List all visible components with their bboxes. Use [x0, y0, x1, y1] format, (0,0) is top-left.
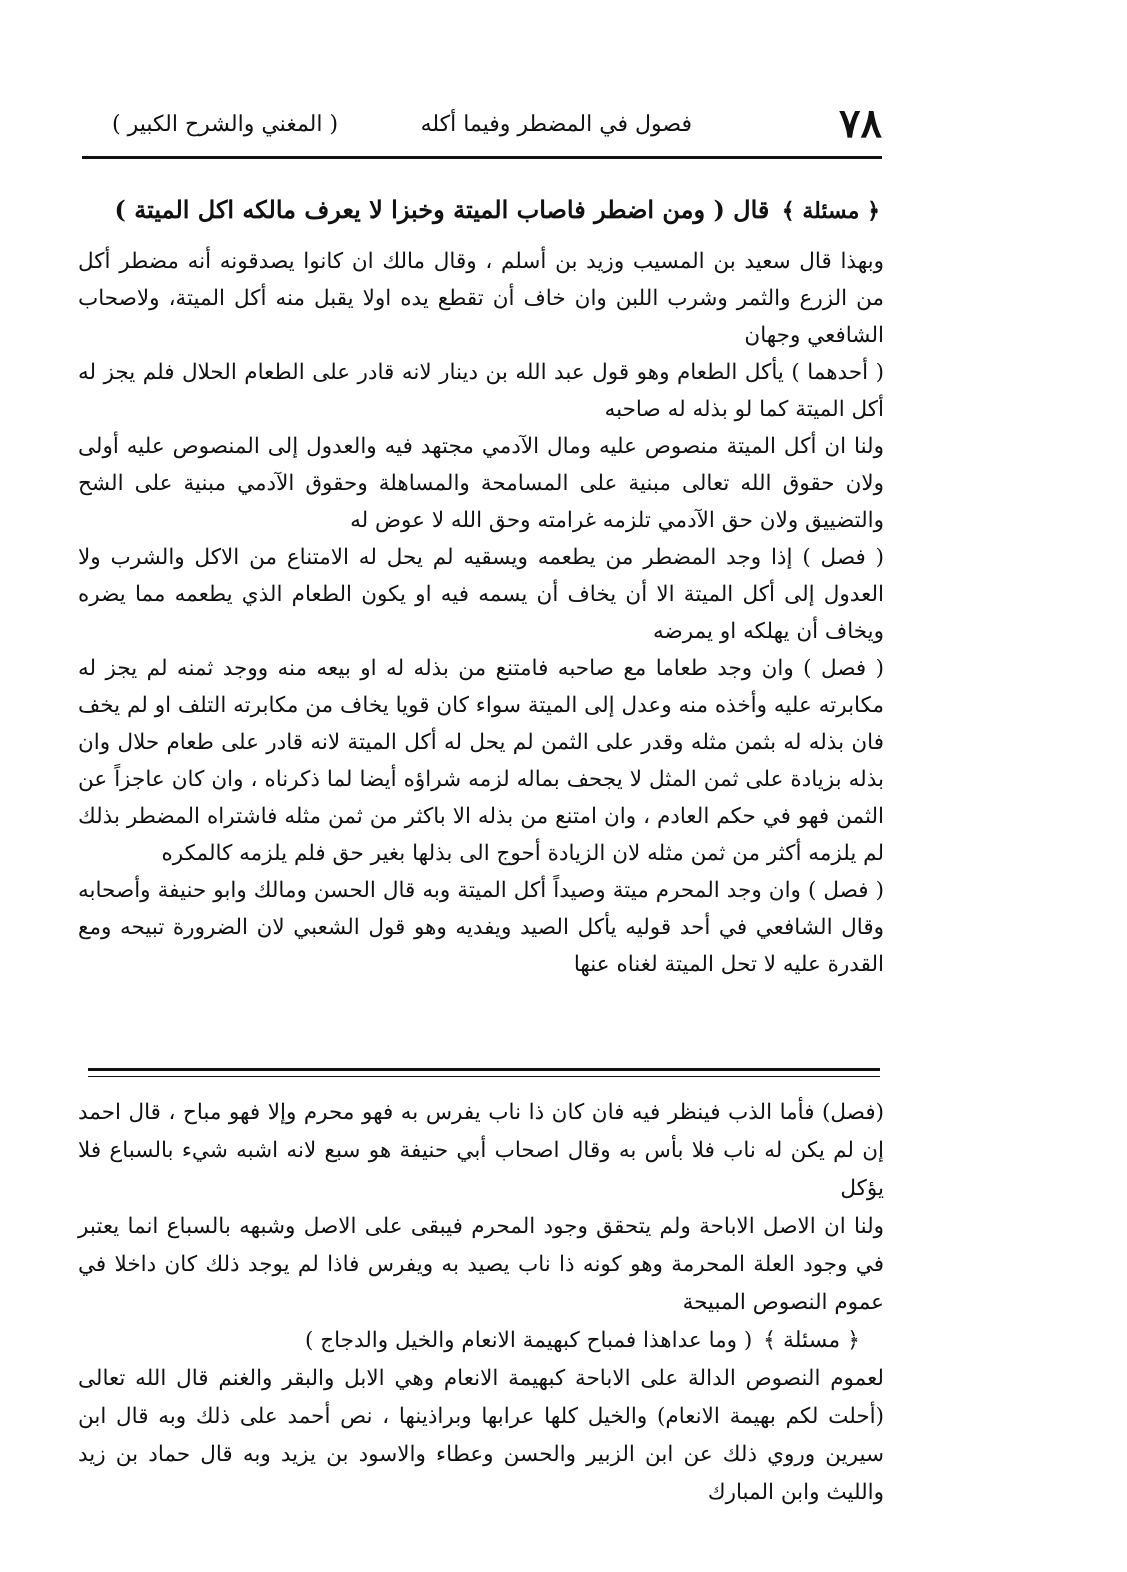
masala-label: ﴿ مسئلة ﴾ — [763, 1328, 860, 1353]
masala-heading — [78, 1322, 884, 1360]
mughni-section — [78, 1094, 884, 1512]
paragraph: ولنا ان أكل الميتة منصوص عليه ومال الآدمي مجتهد فيه والعدول إلى المنصوص عليه أولى ولان حقوق الله تعالى مبنية على المسامحة والمساهلة وحقوق الآدمي مبنية على الشح والتضييق ولان حق الآدمي تلزمه غرامته وحق الله لا عوض له — [78, 434, 884, 533]
paragraph: وبهذا قال سعيد بن المسيب وزيد بن أسلم ، وقال مالك ان كانوا يصدقونه أنه مضطر أكل من الزرع والثمر وشرب اللبن وان خاف أن تقطع يده اولا يقبل منه أكل الميتة، ولاصحاب الشافعي وجهان — [78, 249, 884, 348]
masala-heading — [78, 188, 884, 233]
masala-label: ﴿ مسئلة ﴾ — [781, 198, 880, 224]
paragraph: ( أحدهما ) يأكل الطعام وهو قول عبد الله بن دينار لانه قادر على الطعام الحلال فلم يجز له أكل الميتة كما لو بذله له صاحبه — [78, 360, 884, 422]
paragraph: ( فصل ) وان وجد المحرم ميتة وصيداً أكل الميتة وبه قال الحسن ومالك وابو حنيفة وأصحابه وقال الشافعي في أحد قوليه يأكل الصيد ويفديه وهو قول الشعبي لان الضرورة تبيحه ومع القدرة عليه لا تحل الميتة لغناه عنها — [78, 878, 884, 977]
sharh-section — [78, 188, 884, 983]
paragraph: ( فصل ) إذا وجد المضطر من يطعمه ويسقيه لم يحل له الامتناع من الاكل والشرب ولا العدول إلى أكل الميتة الا أن يخاف أن يسمه فيه او يكون الطعام الذي يطعمه مما يضره ويخاف أن يهلكه او يمرضه — [78, 545, 884, 644]
paragraph: ولنا ان الاصل الاباحة ولم يتحقق وجود المحرم فيبقى على الاصل وشبهه بالسباع انما يعتبر في وجود العلة المحرمة وهو كونه ذا ناب يصيد به ويفرس فاذا لم يوجد ذلك كان داخلا في عموم النصوص المبيحة — [78, 1214, 884, 1315]
paragraph: ( فصل ) وان وجد طعاما مع صاحبه فامتنع من بذله له او بيعه منه ووجد ثمنه لم يجز له مكابرته عليه وأخذه منه وعدل إلى الميتة سواء كان قويا يخاف من مكابرته التلف او لم يخف فان بذله له بثمن مثله وقدر على الثمن لم يحل له أكل الميتة لانه قادر على طعام حلال وان بذله بزيادة على ثمن المثل لا يجحف بماله لزمه شراؤه أيضا لما ذكرناه ، وان كان عاجزاً عن الثمن فهو في حكم العادم ، وان امتنع من بذله الا باكثر من ثمن مثله فاشتراه المضطر بذلك لم يلزمه أكثر من ثمن مثله لان الزيادة أحوج الى بذلها بغير حق فلم يلزمه كالمكره — [78, 656, 884, 866]
paragraph: (فصل) فأما الذب فينظر فيه فان كان ذا ناب يفرس به فهو محرم وإلا فهو مباح ، قال احمد إن لم يكن له ناب فلا بأس به وقال اصحاب أبي حنيفة هو سبع لانه اشبه شيء بالسباع فلا يؤكل — [78, 1100, 884, 1201]
section-divider — [88, 1068, 880, 1077]
page-number: ٧٨ — [839, 100, 882, 147]
masala-text: قال ( ومن اضطر فاصاب الميتة وخبزا لا يعرف مالكه اكل الميتة ) — [114, 195, 770, 224]
page-header — [82, 100, 882, 152]
book-title: ( المغني والشرح الكبير ) — [112, 112, 339, 137]
running-title: فصول في المضطر وفيما أكله — [420, 112, 692, 137]
paragraph: لعموم النصوص الدالة على الاباحة كبهيمة الانعام وهي الابل والبقر والغنم قال الله تعالى (أحلت لكم بهيمة الانعام) والخيل كلها عرابها وبراذينها ، نص أحمد على ذلك وبه قال ابن سيرين وروي ذلك عن ابن الزبير والحسن وعطاء والاسود بن يزيد وبه قال حماد بن زيد والليث وابن المبارك — [78, 1366, 884, 1505]
header-rule — [82, 156, 882, 159]
masala-text: ( وما عداهذا فمباح كبهيمة الانعام والخيل والدجاج ) — [305, 1328, 753, 1353]
